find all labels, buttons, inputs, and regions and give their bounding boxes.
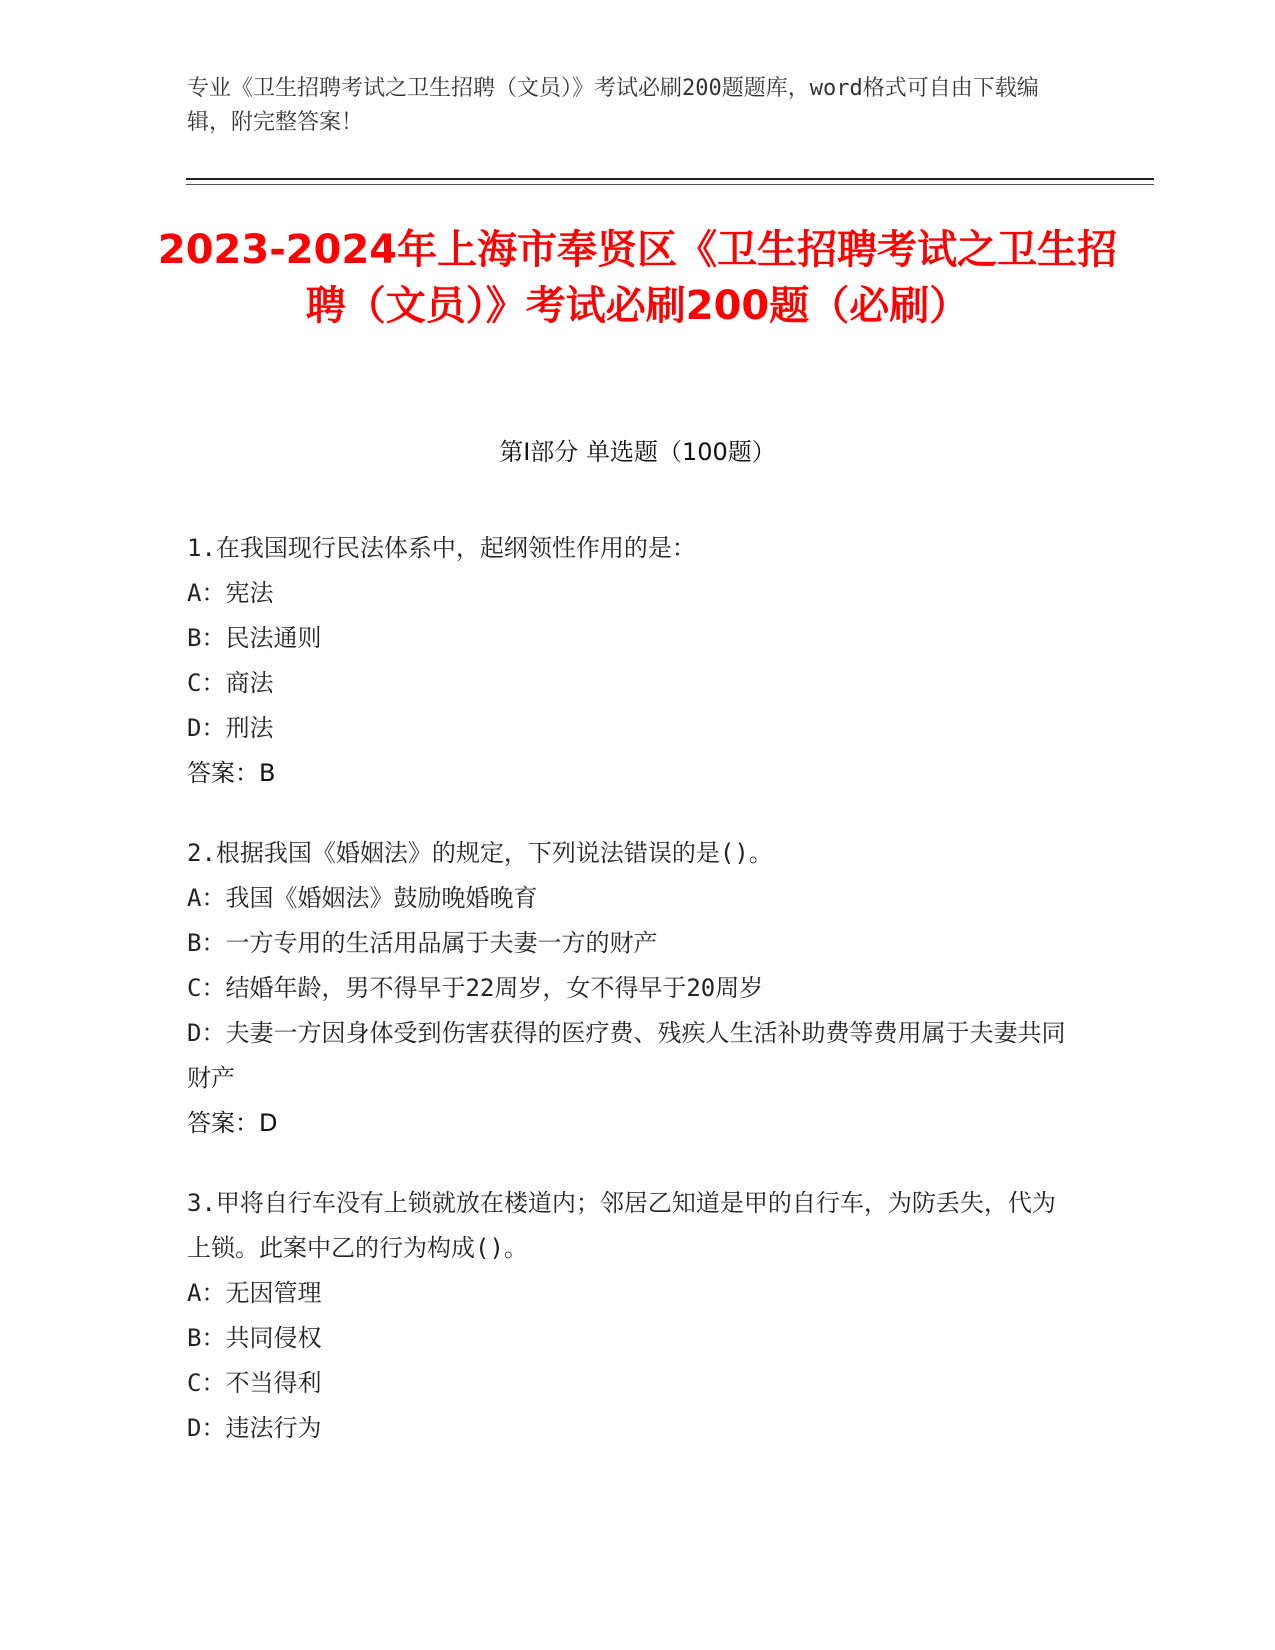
header-note: 专业《卫生招聘考试之卫生招聘（文员）》考试必刷200题题库，word格式可自由下载编辑，附完整答案！ — [187, 76, 1039, 135]
option-d: D：夫妻一方因身体受到伤害获得的医疗费、残疾人生活补助费等费用属于夫妻共同财产 — [187, 1019, 1066, 1092]
option-b: B：一方专用的生活用品属于夫妻一方的财产 — [187, 929, 658, 957]
question-stem: 1.在我国现行民法体系中，起纲领性作用的是： — [187, 534, 696, 562]
option-c: C：不当得利 — [187, 1369, 322, 1397]
answer-line: 答案：D — [187, 1109, 278, 1137]
option-a: A：宪法 — [187, 579, 274, 607]
option-b: B：民法通则 — [187, 624, 322, 652]
question-2 — [187, 831, 1067, 1146]
option-d: D：违法行为 — [187, 1414, 322, 1442]
option-c: C：商法 — [187, 669, 274, 697]
section-heading: 第I部分 单选题（100题） — [499, 438, 776, 466]
question-3 — [187, 1181, 1067, 1451]
header-rule-thin — [186, 184, 1154, 185]
option-c: C：结婚年龄，男不得早于22周岁，女不得早于20周岁 — [187, 974, 764, 1002]
header-rule-thick — [186, 178, 1154, 180]
answer-line: 答案：B — [187, 759, 276, 787]
question-list — [187, 526, 1067, 1486]
option-a: A：无因管理 — [187, 1279, 322, 1307]
document-title: 2023-2024年上海市奉贤区《卫生招聘考试之卫生招聘（文员）》考试必刷200题（必刷） — [157, 227, 1118, 329]
question-1 — [187, 526, 1067, 796]
option-d: D：刑法 — [187, 714, 274, 742]
option-b: B：共同侵权 — [187, 1324, 322, 1352]
question-stem: 3.甲将自行车没有上锁就放在楼道内；邻居乙知道是甲的自行车，为防丢失，代为上锁。此案中乙的行为构成()。 — [187, 1189, 1056, 1262]
question-stem: 2.根据我国《婚姻法》的规定，下列说法错误的是()。 — [187, 839, 773, 867]
option-a: A：我国《婚姻法》鼓励晚婚晚育 — [187, 884, 538, 912]
